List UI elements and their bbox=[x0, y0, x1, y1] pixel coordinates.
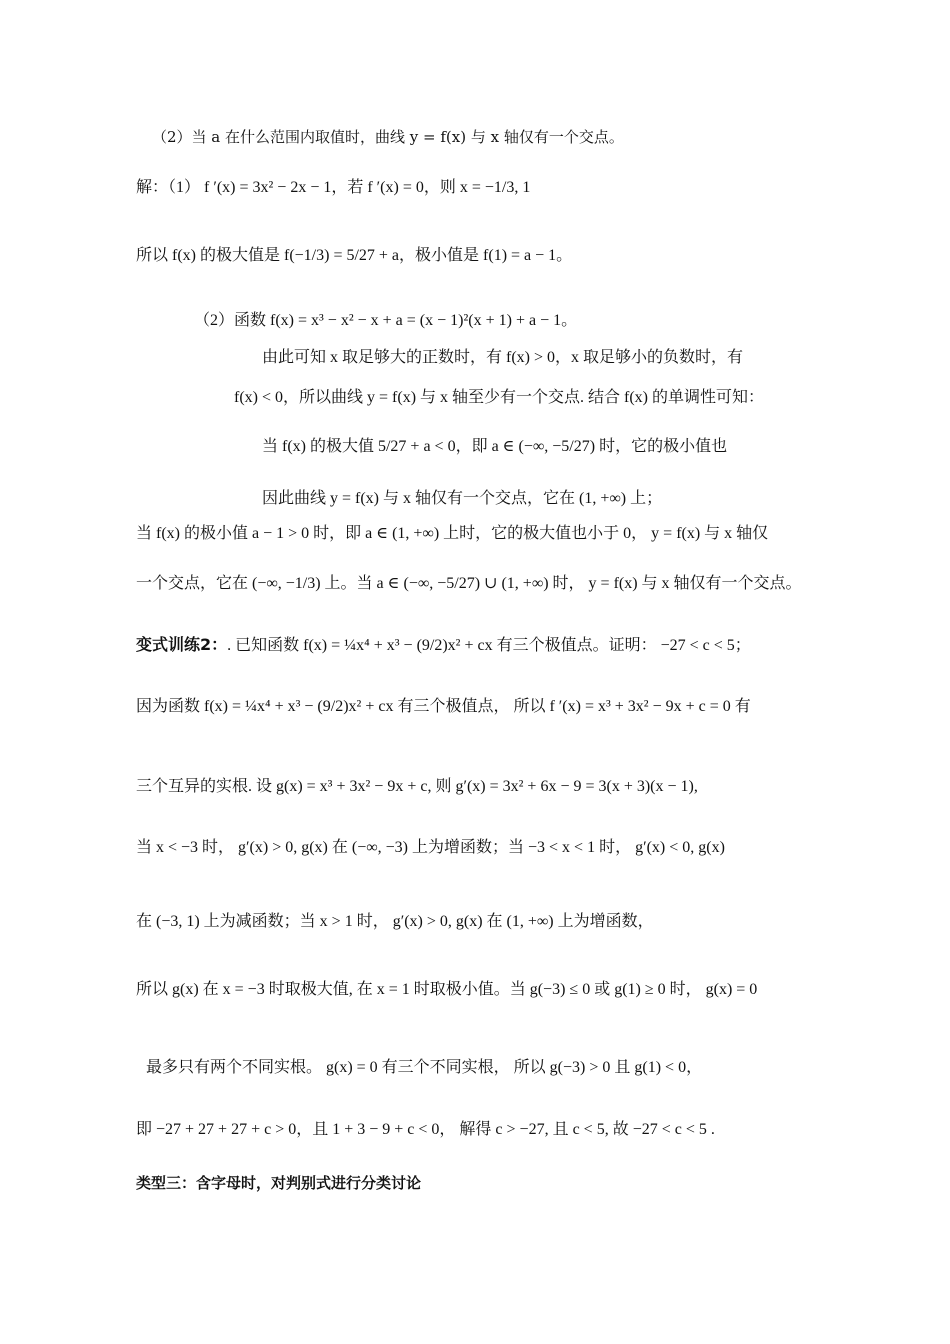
solution-part2-line-1: （2）函数 f(x) = x³ − x² − x + a = (x − 1)²(x + 1) + a − 1。 bbox=[194, 312, 578, 329]
variant-label: 变式训练2： bbox=[136, 635, 228, 654]
part2-question: （2）当 a 在什么范围内取值时，曲线 y = f(x) 与 x 轴仅有一个交点。 bbox=[152, 128, 624, 146]
solution-part2-line-6: 当 f(x) 的极小值 a − 1 > 0 时，即 a ∈ (1, +∞) 上时，它的极大值也小于 0， y = f(x) 与 x 轴仅 bbox=[136, 525, 769, 542]
proof-line-2: 三个互异的实根. 设 g(x) = x³ + 3x² − 9x + c, 则 g′(x) = 3x² + 6x − 9 = 3(x + 3)(x − 1), bbox=[136, 778, 698, 795]
proof-line-3: 当 x < −3 时， g′(x) > 0, g(x) 在 (−∞, −3) 上为增函数；当 −3 < x < 1 时， g′(x) < 0, g(x) bbox=[136, 839, 725, 856]
proof-line-7: 即 −27 + 27 + 27 + c > 0，且 1 + 3 − 9 + c < 0， 解得 c > −27, 且 c < 5, 故 −27 < c < 5 . bbox=[136, 1121, 715, 1138]
variant-statement: . 已知函数 f(x) = ¼x⁴ + x³ − (9/2)x² + cx 有三个极值点。证明： −27 < c < 5； bbox=[227, 637, 751, 654]
solution-line-2: 所以 f(x) 的极大值是 f(−1/3) = 5/27 + a，极小值是 f(1) = a − 1。 bbox=[136, 247, 573, 264]
variant-exercise-2 bbox=[136, 635, 751, 656]
proof-line-4: 在 (−3, 1) 上为减函数；当 x > 1 时， g′(x) > 0, g(x) 在 (1, +∞) 上为增函数， bbox=[136, 913, 654, 930]
solution-part2-line-7: 一个交点，它在 (−∞, −1/3) 上。当 a ∈ (−∞, −5/27) ∪ (1, +∞) 时， y = f(x) 与 x 轴仅有一个交点。 bbox=[136, 575, 802, 592]
solution-part2-line-4: 当 f(x) 的极大值 5/27 + a < 0，即 a ∈ (−∞, −5/27) 时，它的极小值也 bbox=[262, 438, 728, 455]
proof-line-5: 所以 g(x) 在 x = −3 时取极大值, 在 x = 1 时取极小值。当 g(−3) ≤ 0 或 g(1) ≥ 0 时， g(x) = 0 bbox=[136, 981, 758, 998]
solution-part2-line-5: 因此曲线 y = f(x) 与 x 轴仅有一个交点，它在 (1, +∞) 上； bbox=[262, 490, 663, 507]
solution-part2-line-2: 由此可知 x 取足够大的正数时，有 f(x) > 0，x 取足够小的负数时，有 bbox=[262, 349, 744, 366]
proof-line-1: 因为函数 f(x) = ¼x⁴ + x³ − (9/2)x² + cx 有三个极值点， 所以 f ′(x) = x³ + 3x² − 9x + c = 0 有 bbox=[136, 698, 751, 715]
type3-heading: 类型三：含字母时，对判别式进行分类讨论 bbox=[136, 1174, 422, 1192]
solution-line-1: 解：（1） f ′(x) = 3x² − 2x − 1，若 f ′(x) = 0，则 x = −1/3, 1 bbox=[136, 179, 531, 196]
proof-line-6: 最多只有两个不同实根。 g(x) = 0 有三个不同实根， 所以 g(−3) > 0 且 g(1) < 0， bbox=[146, 1059, 703, 1076]
solution-part2-line-3: f(x) < 0，所以曲线 y = f(x) 与 x 轴至少有一个交点. 结合 f(x) 的单调性可知： bbox=[234, 389, 765, 406]
